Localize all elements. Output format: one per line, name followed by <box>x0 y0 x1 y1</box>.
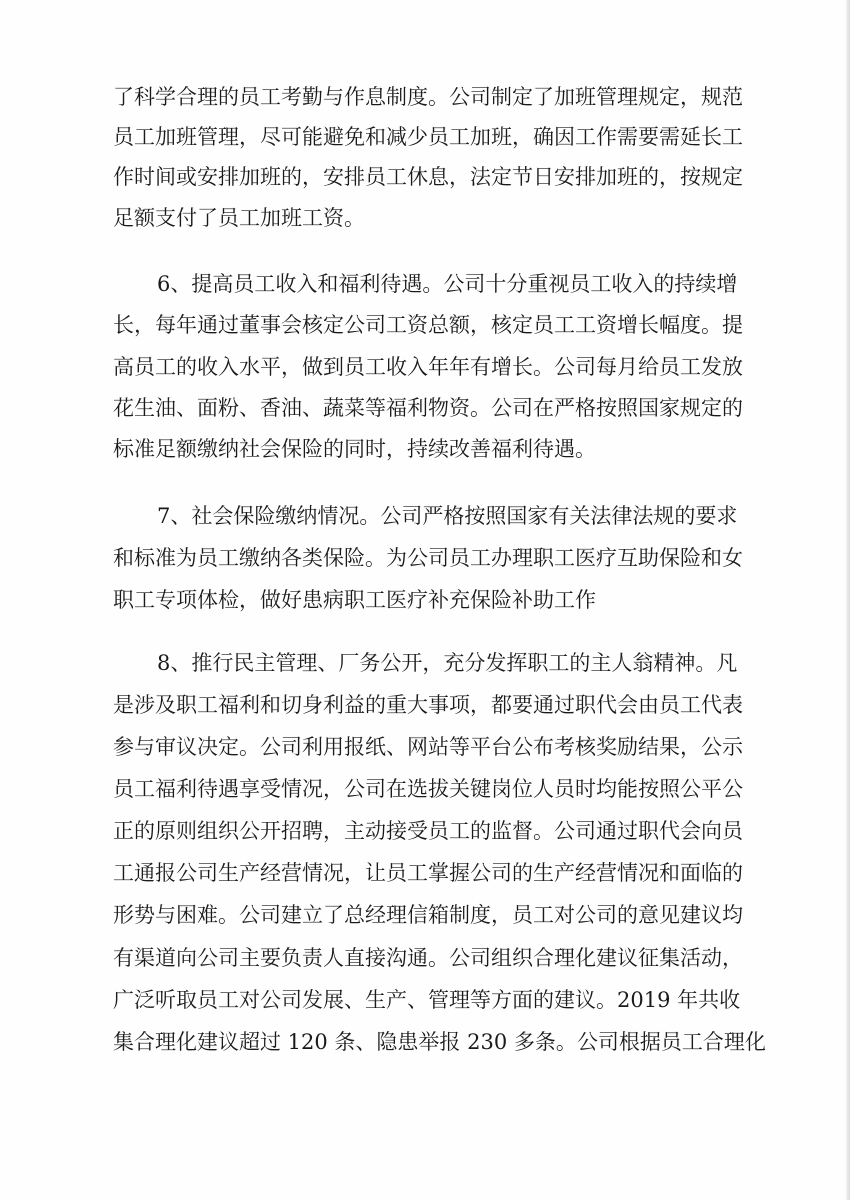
text-line: 了科学合理的员工考勤与作息制度。公司制定了加班管理规定，规范 <box>113 85 743 109</box>
text-line: 集合理化建议超过 120 条、隐患举报 230 多条。公司根据员工合理化 <box>113 1030 766 1054</box>
text-line: 作时间或安排加班的，安排员工休息，法定节日安排加班的，按规定 <box>113 165 743 189</box>
text-line: 员工福利待遇享受情况，公司在选拔关键岗位人员时均能按照公平公 <box>113 777 743 801</box>
text-line: 标准足额缴纳社会保险的同时，持续改善福利待遇。 <box>113 437 596 461</box>
text-line: 广泛听取员工对公司发展、生产、管理等方面的建议。2019 年共收 <box>113 988 741 1012</box>
text-line: 形势与困难。公司建立了总经理信箱制度，员工对公司的意见建议均 <box>113 903 743 927</box>
text-line: 参与审议决定。公司利用报纸、网站等平台公布考核奖励结果，公示 <box>113 735 743 759</box>
paragraph-6-start: 6、提高员工收入和福利待遇。公司十分重视员工收入的持续增 <box>157 272 738 296</box>
text-line: 有渠道向公司主要负责人直接沟通。公司组织合理化建议征集活动， <box>113 946 743 970</box>
text-line: 是涉及职工福利和切身利益的重大事项，都要通过职代会由员工代表 <box>113 693 743 717</box>
text-line: 工通报公司生产经营情况，让员工掌握公司的生产经营情况和面临的 <box>113 861 743 885</box>
text-line: 足额支付了员工加班工资。 <box>113 206 365 230</box>
text-line: 长，每年通过董事会核定公司工资总额，核定员工工资增长幅度。提 <box>113 313 743 337</box>
text-line: 员工加班管理，尽可能避免和减少员工加班，确因工作需要需延长工 <box>113 125 743 149</box>
text-line: 职工专项体检，做好患病职工医疗补充保险补助工作 <box>113 588 596 612</box>
text-line: 正的原则组织公开招聘，主动接受员工的监督。公司通过职代会向员 <box>113 819 743 843</box>
text-line: 高员工的收入水平，做到员工收入年年有增长。公司每月给员工发放 <box>113 355 743 379</box>
paragraph-7-start: 7、社会保险缴纳情况。公司严格按照国家有关法律法规的要求 <box>157 504 738 528</box>
text-line: 花生油、面粉、香油、蔬菜等福利物资。公司在严格按照国家规定的 <box>113 396 743 420</box>
page-edge-shadow <box>846 0 850 1200</box>
paragraph-8-start: 8、推行民主管理、厂务公开，充分发挥职工的主人翁精神。凡 <box>157 651 738 675</box>
text-line: 和标准为员工缴纳各类保险。为公司员工办理职工医疗互助保险和女 <box>113 546 743 570</box>
